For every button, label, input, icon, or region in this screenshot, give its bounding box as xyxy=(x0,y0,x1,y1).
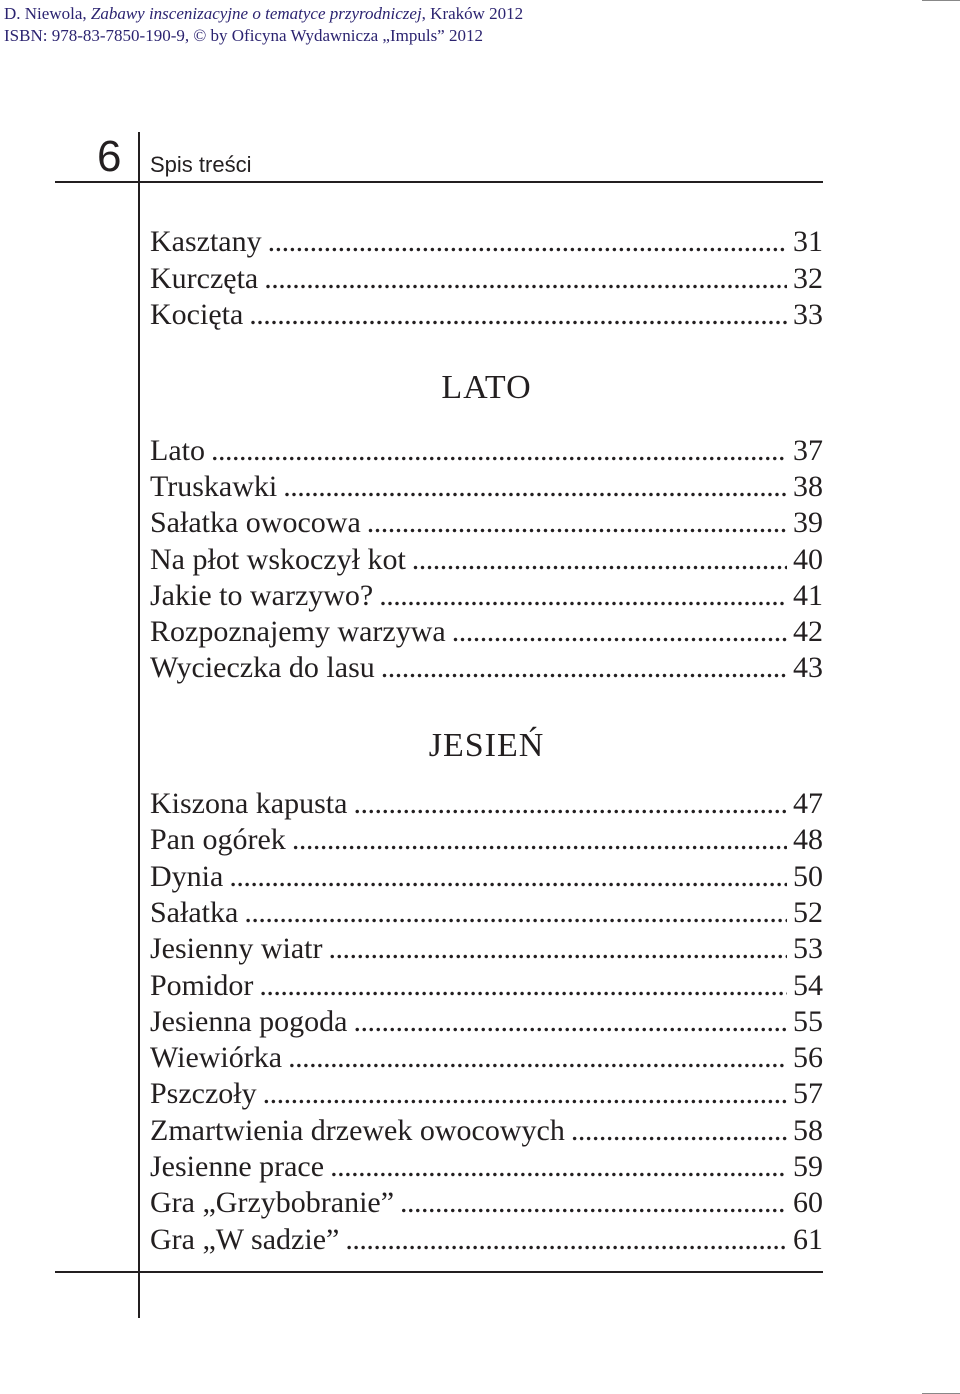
toc-entry-page: 40 xyxy=(793,542,823,576)
dot-leader xyxy=(263,1076,787,1112)
dot-leader xyxy=(400,1185,787,1221)
header-book-title: Zabawy inscenizacyjne o tematyce przyrodniczej xyxy=(90,4,422,23)
toc-entry xyxy=(150,968,823,1004)
toc-entry xyxy=(150,1004,823,1040)
toc-entry-title: Jesienne prace xyxy=(150,1150,325,1183)
document-header xyxy=(4,3,523,47)
toc-entry-title: Dynia xyxy=(150,859,224,893)
header-line-1 xyxy=(4,3,523,25)
toc-entry-title: Pomidor xyxy=(150,968,254,1002)
toc-entry-title: Wiewiórka xyxy=(150,1041,283,1075)
toc-entry-page: 55 xyxy=(793,1004,823,1038)
toc-entry xyxy=(150,1222,823,1258)
dot-leader xyxy=(571,1113,787,1149)
header-line-2: ISBN: 978-83-7850-190-9, © by Oficyna Wydawnicza „Impuls” 2012 xyxy=(4,26,483,45)
dot-leader xyxy=(211,433,787,469)
bottom-rule xyxy=(55,1271,823,1273)
toc-entry-page: 39 xyxy=(793,506,823,540)
toc-entry xyxy=(150,895,823,931)
toc-entry xyxy=(150,1076,823,1112)
toc-entry-title: Zmartwienia drzewek owocowych xyxy=(150,1113,565,1147)
dot-leader xyxy=(379,578,787,614)
dot-leader xyxy=(367,505,787,541)
toc-entry xyxy=(150,650,823,686)
dot-leader xyxy=(259,968,787,1004)
toc-entry-title: Rozpoznajemy warzywa xyxy=(150,615,446,648)
section-title-lato: LATO xyxy=(441,369,532,406)
vertical-rule xyxy=(138,132,140,1318)
toc-entry xyxy=(150,786,823,822)
toc-entry-page: 61 xyxy=(793,1222,823,1256)
toc-entry-title: Jesienna pogoda xyxy=(150,1004,348,1038)
dot-leader xyxy=(345,1222,787,1258)
toc-entry-title: Gra „W sadzie” xyxy=(150,1222,340,1256)
toc-entry xyxy=(150,1149,823,1185)
toc-entry-title: Sałatka owocowa xyxy=(150,506,361,540)
toc-entry-page: 31 xyxy=(793,225,823,258)
top-rule xyxy=(55,181,823,183)
toc-entry-page: 48 xyxy=(793,823,823,857)
toc-entry xyxy=(150,578,823,614)
toc-entry-page: 43 xyxy=(793,651,823,685)
toc-entry xyxy=(150,261,823,297)
toc-entry-title: Wycieczka do lasu xyxy=(150,651,375,685)
toc-entry-page: 57 xyxy=(793,1077,823,1111)
toc-entry xyxy=(150,505,823,541)
toc-entry-title: Kiszona kapusta xyxy=(150,787,348,820)
header-place-year: , Kraków 2012 xyxy=(421,4,524,23)
toc-entry-page: 60 xyxy=(793,1186,823,1220)
toc-entry-page: 33 xyxy=(793,298,823,331)
dot-leader xyxy=(249,297,787,333)
dot-leader xyxy=(244,895,787,931)
crop-mark xyxy=(922,0,960,1)
toc-entry-page: 42 xyxy=(793,615,823,648)
toc-entry-title: Pan ogórek xyxy=(150,823,286,857)
section-title-jesien: JESIEŃ xyxy=(428,727,545,764)
page-number: 6 xyxy=(97,132,122,181)
toc-entry xyxy=(150,931,823,967)
dot-leader xyxy=(353,1004,787,1040)
toc-entry-title: Jesienny wiatr xyxy=(150,932,323,966)
dot-leader xyxy=(330,1149,787,1185)
toc-entry xyxy=(150,614,823,650)
toc-entry-title: Kasztany xyxy=(150,225,262,258)
toc-entry-page: 50 xyxy=(793,859,823,893)
toc-entry-page: 53 xyxy=(793,932,823,966)
toc-entry-title: Kocięta xyxy=(150,298,244,331)
toc-entry-page: 32 xyxy=(793,261,823,295)
toc-entry-title: Sałatka xyxy=(150,895,239,929)
toc-entry-title: Kurczęta xyxy=(150,261,259,295)
toc-entry-title: Truskawki xyxy=(150,470,278,504)
dot-leader xyxy=(292,822,787,858)
toc-entry xyxy=(150,469,823,505)
dot-leader xyxy=(283,469,787,505)
toc-entry-page: 56 xyxy=(793,1041,823,1075)
toc-entry-title: Pszczoły xyxy=(150,1077,257,1111)
toc-entry-page: 38 xyxy=(793,470,823,504)
toc-entry xyxy=(150,859,823,895)
toc-entry-page: 59 xyxy=(793,1150,823,1183)
toc-entry-title: Na płot wskoczył kot xyxy=(150,542,406,576)
toc-entry-page: 54 xyxy=(793,968,823,1002)
toc-entry-title: Jakie to warzywo? xyxy=(150,578,374,612)
toc-entry xyxy=(150,433,823,469)
toc-entry-page: 47 xyxy=(793,787,823,820)
toc-entry-title: Lato xyxy=(150,434,205,467)
dot-leader xyxy=(328,931,787,967)
toc-entry xyxy=(150,822,823,858)
dot-leader xyxy=(264,261,787,297)
toc-entry xyxy=(150,1040,823,1076)
dot-leader xyxy=(353,786,787,822)
toc-entry xyxy=(150,1113,823,1149)
dot-leader xyxy=(288,1040,787,1076)
toc-entry-page: 58 xyxy=(793,1113,823,1147)
header-author: D. Niewola, xyxy=(4,4,91,23)
dot-leader xyxy=(412,542,787,578)
toc-entry xyxy=(150,224,823,260)
toc-entry xyxy=(150,1185,823,1221)
toc-entry-title: Gra „Grzybobranie” xyxy=(150,1186,395,1220)
toc-entry xyxy=(150,542,823,578)
dot-leader xyxy=(268,224,787,260)
toc-entry-page: 37 xyxy=(793,434,823,467)
dot-leader xyxy=(381,650,787,686)
toc-entry xyxy=(150,297,823,333)
toc-entry-page: 52 xyxy=(793,895,823,929)
dot-leader xyxy=(452,614,787,650)
page-heading: Spis treści xyxy=(150,152,252,177)
dot-leader xyxy=(229,859,787,895)
toc-entry-page: 41 xyxy=(793,578,823,612)
